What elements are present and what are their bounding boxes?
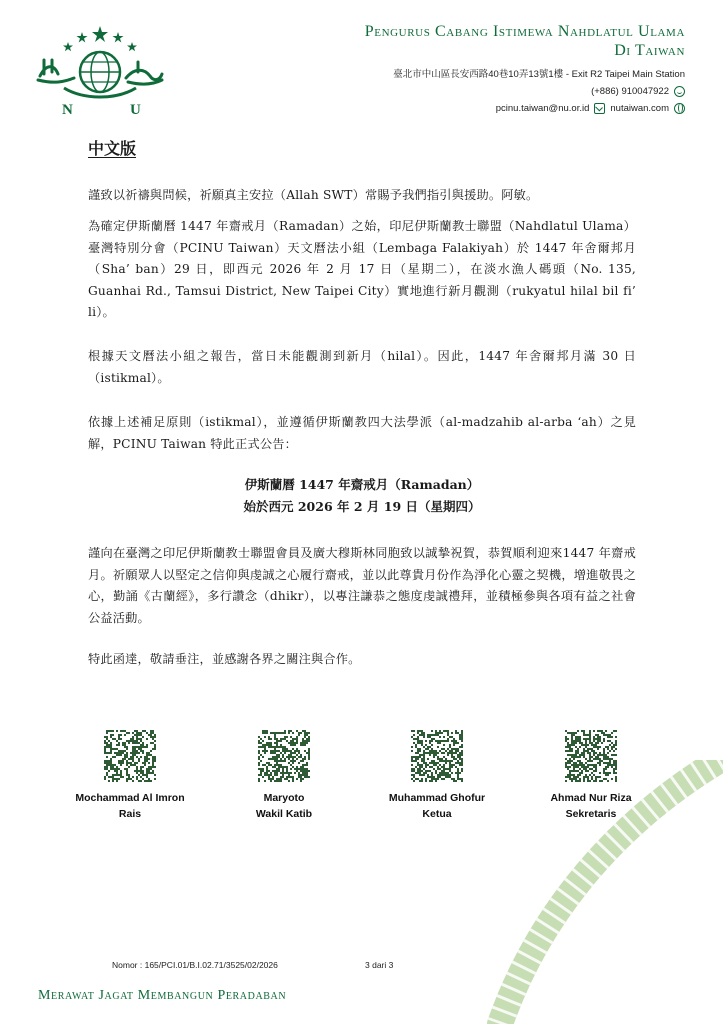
signatory-rais xyxy=(60,730,200,822)
qr-code-icon xyxy=(104,730,156,782)
signatory-wakil-katib xyxy=(214,730,354,822)
phone-text: (+886) 910047922 xyxy=(591,86,669,97)
announcement xyxy=(88,474,636,518)
signatory-name: Muhammad Ghofur xyxy=(388,792,486,804)
paragraph-closing: 特此函達，敬請垂注，並感謝各界之關注與合作。 xyxy=(88,652,361,666)
signatory-role: Rais xyxy=(118,808,142,820)
org-title-line2: Di Taiwan xyxy=(614,42,685,59)
document-number: Nomor : 165/PCI.01/B.I.02.71/3525/02/2026 xyxy=(112,960,278,970)
signatory-name: Ahmad Nur Riza xyxy=(550,792,632,804)
qr-code-icon xyxy=(411,730,463,782)
paragraph-report: 根據天文曆法小組之報告，當日未能觀測到新月（hilal）。因此，1447 年舍爾邦月滿 30 日（istikmal）。 xyxy=(88,349,636,385)
mail-icon xyxy=(594,103,605,114)
signatory-role: Ketua xyxy=(422,808,452,820)
page-number: 3 dari 3 xyxy=(365,960,394,970)
contact-block xyxy=(393,66,685,117)
paragraph-principle: 依據上述補足原則（istikmal），並遵循伊斯蘭教四大法學派（al-madzahib al-arba ‘ah）之見解，PCINU Taiwan 特此正式公告： xyxy=(88,415,636,451)
section-title: 中文版 xyxy=(88,139,137,158)
phone-row xyxy=(393,83,685,100)
announcement-line2: 始於西元 2026 年 2 月 19 日（星期四） xyxy=(243,499,481,514)
signatory-name: Maryoto xyxy=(263,792,305,804)
email-web-row xyxy=(393,100,685,117)
paragraph-greetings-ramadan: 謹向在臺灣之印尼伊斯蘭教士聯盟會員及廣大穆斯林同胞致以誠摯祝賀，恭賀順利迎來1447 年齋戒月。祈願眾人以堅定之信仰與虔誠之心履行齋戒，並以此尊貴月份作為淨化心靈之契機，增進敬畏之心，勤誦《古蘭經》，多行讚念（dhikr），以專注謙恭之態度虔誠禮拜，並積極參與各項有益之社會公益活動。 xyxy=(88,546,636,625)
address-text: 臺北市中山區長安西路40巷10弄13號1樓 - Exit R2 Taipei Main Station xyxy=(393,69,685,80)
email-text[interactable]: pcinu.taiwan@nu.or.id xyxy=(495,103,590,114)
rope-decoration-icon xyxy=(470,760,723,1024)
signatory-role: Wakil Katib xyxy=(255,808,313,820)
qr-code-icon xyxy=(258,730,310,782)
signatory-name: Mochammad Al Imron xyxy=(75,792,185,804)
org-title-line1: Pengurus Cabang Istimewa Nahdlatul Ulama xyxy=(364,23,685,40)
org-title xyxy=(365,22,685,60)
announcement-line1: 伊斯蘭曆 1447 年齋戒月（Ramadan） xyxy=(244,477,480,492)
logo-letter-u: U xyxy=(130,102,141,118)
website-text[interactable]: nutaiwan.com xyxy=(610,103,669,114)
paragraph-greeting: 謹致以祈禱與問候，祈願真主安拉（Allah SWT）常賜予我們指引與援助。阿敏。 xyxy=(88,188,539,202)
signatory-role: Sekretaris xyxy=(565,808,617,820)
nu-logo xyxy=(34,24,166,120)
whatsapp-icon xyxy=(674,86,685,97)
footer-motto: Merawat Jagat Membangun Peradaban xyxy=(38,988,287,1003)
globe-icon xyxy=(674,103,685,114)
paragraph-observation: 為確定伊斯蘭曆 1447 年齋戒月（Ramadan）之始，印尼伊斯蘭教士聯盟（Nahdlatul Ulama）臺灣特別分會（PCINU Taiwan）天文曆法小組（Lembaga Falakiyah）於 1447 年舍爾邦月（Sha’ ban）29 日，即西元 2026 年 2 月 17 日（星期二），在淡水漁人碼頭（No. 135, Guanhai Rd., Tamsui District, New Taipei City）實地進行新月觀測（rukyatul hilal bil fi’ li）。 xyxy=(88,219,636,319)
address-row xyxy=(393,66,685,83)
logo-letter-n: N xyxy=(62,102,73,118)
